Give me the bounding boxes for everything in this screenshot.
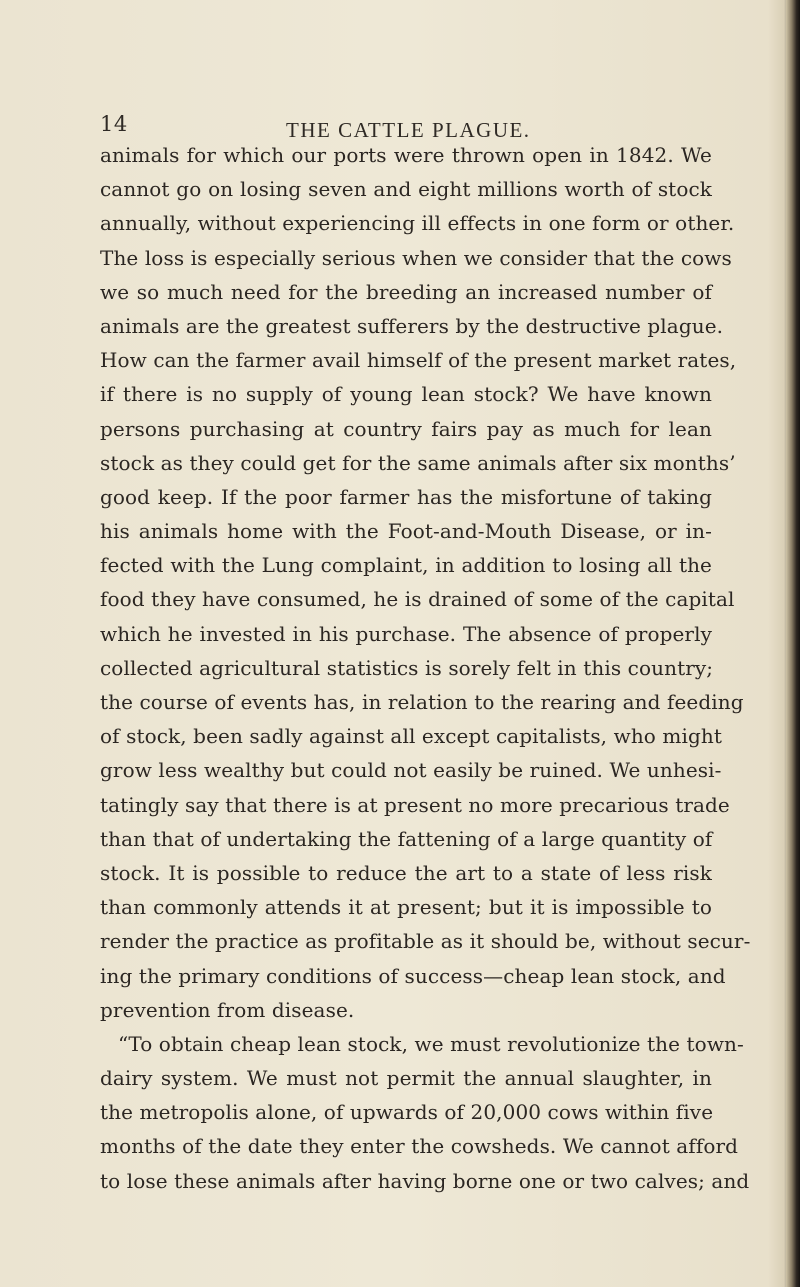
page-number: 14 — [100, 112, 128, 136]
text-line: animals are the greatest sufferers by the destructive plague. — [100, 313, 724, 338]
text-line: stock. It is possible to reduce the art to a state of less risk — [100, 860, 712, 885]
body-text — [100, 138, 751, 1198]
text-line: food they have consumed, he is drained of some of the capital — [100, 587, 735, 612]
text-line: animals for which our ports were thrown open in 1842. We — [100, 143, 712, 167]
text-line: to lose these animals after having borne one or two calves; and — [100, 1168, 750, 1193]
text-line: his animals home with the Foot-and-Mouth Disease, or in- — [100, 519, 712, 544]
text-line: How can the farmer avail himself of the present market rates, — [100, 348, 737, 373]
text-line: good keep. If the poor farmer has the misfortune of taking — [100, 484, 712, 509]
text-line: grow less wealthy but could not easily be ruined. We unhesi- — [100, 758, 722, 783]
running-head: THE CATTLE PLAGUE. — [286, 118, 531, 142]
text-line: we so much need for the breeding an increased number of — [100, 279, 712, 304]
text-line: the metropolis alone, of upwards of 20,000 cows within five — [100, 1100, 714, 1125]
text-line: than that of undertaking the fattening of a large quantity of — [100, 826, 713, 851]
text-line: persons purchasing at country fairs pay as much for lean — [100, 416, 712, 441]
text-line: render the practice as profitable as it should be, without secur- — [100, 929, 751, 954]
text-line: The loss is especially serious when we consider that the cows — [100, 245, 732, 270]
text-line: the course of events has, in relation to the rearing and feeding — [100, 690, 744, 714]
text-line: stock as they could get for the same animals after six months’ — [100, 450, 736, 475]
text-line: if there is no supply of young lean stock? We have known — [100, 382, 712, 407]
text-line: which he invested in his purchase. The absence of properly — [100, 621, 712, 646]
text-line: dairy system. We must not permit the annual slaughter, in — [100, 1066, 712, 1091]
text-line: fected with the Lung complaint, in addition to losing all the — [100, 553, 712, 578]
text-line: ing the primary conditions of success—cheap lean stock, and — [100, 963, 726, 988]
text-line: of stock, been sadly against all except capitalists, who might — [100, 724, 722, 749]
text-line: tatingly say that there is at present no more precarious trade — [100, 792, 730, 817]
book-binding-edge — [786, 0, 800, 1287]
text-line: collected agricultural statistics is sorely felt in this country; — [100, 655, 714, 680]
text-line-paragraph-start: “To obtain cheap lean stock, we must revolutionize the town- — [118, 1031, 744, 1056]
text-line: than commonly attends it at present; but it is impossible to — [100, 895, 712, 920]
text-line-paragraph-end: prevention from disease. — [100, 997, 355, 1022]
text-line: cannot go on losing seven and eight millions worth of stock — [100, 177, 712, 202]
text-line: annually, without experiencing ill effects in one form or other. — [100, 211, 735, 236]
text-line: months of the date they enter the cowsheds. We cannot afford — [100, 1134, 739, 1159]
